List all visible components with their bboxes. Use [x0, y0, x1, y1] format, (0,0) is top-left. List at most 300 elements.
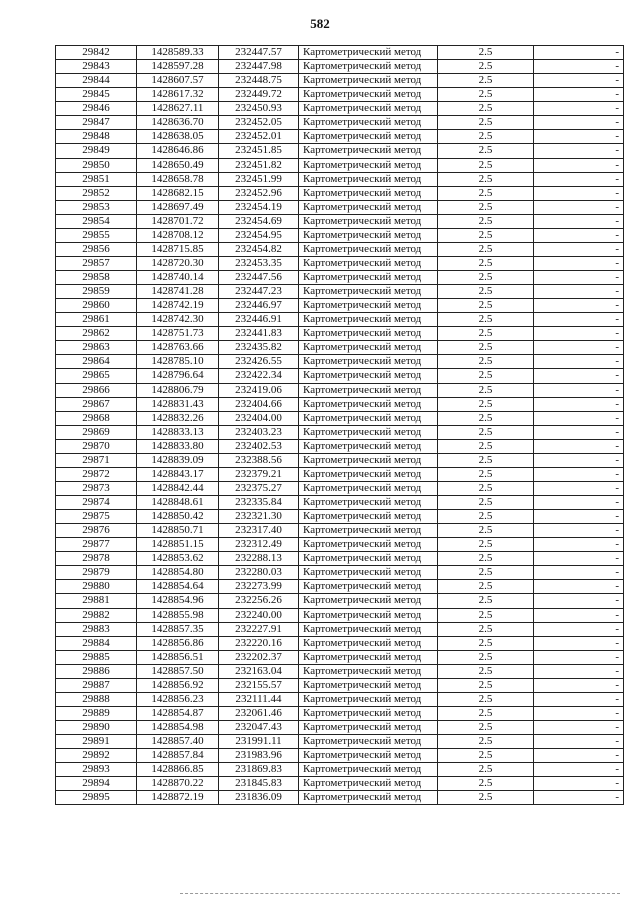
point-number-cell: 29846: [56, 102, 137, 116]
method-cell: Картометрический метод: [299, 622, 438, 636]
point-number-cell: 29890: [56, 721, 137, 735]
method-cell: Картометрический метод: [299, 735, 438, 749]
table-row: [56, 313, 624, 327]
y-coordinate-cell: 232111.44: [219, 692, 299, 706]
point-number-cell: 29881: [56, 594, 137, 608]
accuracy-cell: 2.5: [438, 60, 534, 74]
description-cell: -: [534, 735, 624, 749]
point-number-cell: 29889: [56, 706, 137, 720]
method-cell: Картометрический метод: [299, 538, 438, 552]
method-cell: Картометрический метод: [299, 580, 438, 594]
x-coordinate-cell: 1428856.51: [137, 650, 219, 664]
description-cell: -: [534, 102, 624, 116]
method-cell: Картометрический метод: [299, 228, 438, 242]
method-cell: Картометрический метод: [299, 706, 438, 720]
point-number-cell: 29842: [56, 46, 137, 60]
x-coordinate-cell: 1428831.43: [137, 397, 219, 411]
accuracy-cell: 2.5: [438, 102, 534, 116]
accuracy-cell: 2.5: [438, 678, 534, 692]
accuracy-cell: 2.5: [438, 664, 534, 678]
description-cell: -: [534, 74, 624, 88]
description-cell: -: [534, 341, 624, 355]
x-coordinate-cell: 1428833.80: [137, 439, 219, 453]
x-coordinate-cell: 1428715.85: [137, 242, 219, 256]
point-number-cell: 29879: [56, 566, 137, 580]
point-number-cell: 29870: [56, 439, 137, 453]
accuracy-cell: 2.5: [438, 439, 534, 453]
description-cell: -: [534, 650, 624, 664]
method-cell: Картометрический метод: [299, 777, 438, 791]
y-coordinate-cell: 232047.43: [219, 721, 299, 735]
accuracy-cell: 2.5: [438, 355, 534, 369]
method-cell: Картометрический метод: [299, 481, 438, 495]
accuracy-cell: 2.5: [438, 271, 534, 285]
table-row: [56, 538, 624, 552]
description-cell: -: [534, 214, 624, 228]
description-cell: -: [534, 88, 624, 102]
y-coordinate-cell: 232202.37: [219, 650, 299, 664]
y-coordinate-cell: 232448.75: [219, 74, 299, 88]
table-row: [56, 650, 624, 664]
table-row: [56, 777, 624, 791]
y-coordinate-cell: 232446.91: [219, 313, 299, 327]
method-cell: Картометрический метод: [299, 749, 438, 763]
accuracy-cell: 2.5: [438, 228, 534, 242]
y-coordinate-cell: 232155.57: [219, 678, 299, 692]
description-cell: -: [534, 608, 624, 622]
y-coordinate-cell: 232280.03: [219, 566, 299, 580]
accuracy-cell: 2.5: [438, 46, 534, 60]
method-cell: Картометрический метод: [299, 692, 438, 706]
point-number-cell: 29892: [56, 749, 137, 763]
x-coordinate-cell: 1428597.28: [137, 60, 219, 74]
x-coordinate-cell: 1428866.85: [137, 763, 219, 777]
accuracy-cell: 2.5: [438, 496, 534, 510]
description-cell: -: [534, 749, 624, 763]
description-cell: -: [534, 622, 624, 636]
x-coordinate-cell: 1428854.80: [137, 566, 219, 580]
accuracy-cell: 2.5: [438, 453, 534, 467]
x-coordinate-cell: 1428701.72: [137, 214, 219, 228]
y-coordinate-cell: 232452.05: [219, 116, 299, 130]
table-row: [56, 144, 624, 158]
point-number-cell: 29861: [56, 313, 137, 327]
accuracy-cell: 2.5: [438, 158, 534, 172]
accuracy-cell: 2.5: [438, 130, 534, 144]
y-coordinate-cell: 232446.97: [219, 299, 299, 313]
y-coordinate-cell: 232402.53: [219, 439, 299, 453]
x-coordinate-cell: 1428682.15: [137, 186, 219, 200]
table-row: [56, 411, 624, 425]
y-coordinate-cell: 232379.21: [219, 467, 299, 481]
accuracy-cell: 2.5: [438, 636, 534, 650]
description-cell: -: [534, 524, 624, 538]
description-cell: -: [534, 271, 624, 285]
method-cell: Картометрический метод: [299, 608, 438, 622]
description-cell: -: [534, 130, 624, 144]
description-cell: -: [534, 510, 624, 524]
accuracy-cell: 2.5: [438, 692, 534, 706]
method-cell: Картометрический метод: [299, 524, 438, 538]
method-cell: Картометрический метод: [299, 397, 438, 411]
description-cell: -: [534, 453, 624, 467]
table-row: [56, 271, 624, 285]
method-cell: Картометрический метод: [299, 496, 438, 510]
accuracy-cell: 2.5: [438, 74, 534, 88]
accuracy-cell: 2.5: [438, 116, 534, 130]
method-cell: Картометрический метод: [299, 341, 438, 355]
point-number-cell: 29844: [56, 74, 137, 88]
table-row: [56, 735, 624, 749]
y-coordinate-cell: 232453.35: [219, 256, 299, 270]
point-number-cell: 29862: [56, 327, 137, 341]
description-cell: -: [534, 481, 624, 495]
point-number-cell: 29868: [56, 411, 137, 425]
table-row: [56, 594, 624, 608]
point-number-cell: 29875: [56, 510, 137, 524]
x-coordinate-cell: 1428708.12: [137, 228, 219, 242]
x-coordinate-cell: 1428856.86: [137, 636, 219, 650]
table-row: [56, 355, 624, 369]
point-number-cell: 29854: [56, 214, 137, 228]
x-coordinate-cell: 1428636.70: [137, 116, 219, 130]
description-cell: -: [534, 538, 624, 552]
y-coordinate-cell: 232447.56: [219, 271, 299, 285]
point-number-cell: 29866: [56, 383, 137, 397]
x-coordinate-cell: 1428742.30: [137, 313, 219, 327]
accuracy-cell: 2.5: [438, 735, 534, 749]
method-cell: Картометрический метод: [299, 763, 438, 777]
accuracy-cell: 2.5: [438, 242, 534, 256]
x-coordinate-cell: 1428854.64: [137, 580, 219, 594]
point-number-cell: 29852: [56, 186, 137, 200]
method-cell: Картометрический метод: [299, 242, 438, 256]
x-coordinate-cell: 1428697.49: [137, 200, 219, 214]
table-row: [56, 791, 624, 805]
method-cell: Картометрический метод: [299, 214, 438, 228]
y-coordinate-cell: 232273.99: [219, 580, 299, 594]
x-coordinate-cell: 1428870.22: [137, 777, 219, 791]
point-number-cell: 29865: [56, 369, 137, 383]
table-row: [56, 636, 624, 650]
accuracy-cell: 2.5: [438, 467, 534, 481]
method-cell: Картометрический метод: [299, 467, 438, 481]
description-cell: -: [534, 397, 624, 411]
method-cell: Картометрический метод: [299, 88, 438, 102]
description-cell: -: [534, 60, 624, 74]
table-row: [56, 383, 624, 397]
method-cell: Картометрический метод: [299, 510, 438, 524]
accuracy-cell: 2.5: [438, 622, 534, 636]
y-coordinate-cell: 232404.66: [219, 397, 299, 411]
table-row: [56, 299, 624, 313]
description-cell: -: [534, 552, 624, 566]
description-cell: -: [534, 186, 624, 200]
method-cell: Картометрический метод: [299, 369, 438, 383]
description-cell: -: [534, 594, 624, 608]
point-number-cell: 29877: [56, 538, 137, 552]
description-cell: -: [534, 411, 624, 425]
description-cell: -: [534, 116, 624, 130]
description-cell: -: [534, 439, 624, 453]
y-coordinate-cell: 232227.91: [219, 622, 299, 636]
x-coordinate-cell: 1428854.96: [137, 594, 219, 608]
method-cell: Картометрический метод: [299, 383, 438, 397]
description-cell: -: [534, 383, 624, 397]
table-row: [56, 88, 624, 102]
x-coordinate-cell: 1428872.19: [137, 791, 219, 805]
y-coordinate-cell: 232419.06: [219, 383, 299, 397]
x-coordinate-cell: 1428850.71: [137, 524, 219, 538]
method-cell: Картометрический метод: [299, 439, 438, 453]
accuracy-cell: 2.5: [438, 524, 534, 538]
x-coordinate-cell: 1428842.44: [137, 481, 219, 495]
x-coordinate-cell: 1428785.10: [137, 355, 219, 369]
footer-rule: [180, 893, 620, 894]
method-cell: Картометрический метод: [299, 172, 438, 186]
y-coordinate-cell: 232449.72: [219, 88, 299, 102]
y-coordinate-cell: 231869.83: [219, 763, 299, 777]
method-cell: Картометрический метод: [299, 256, 438, 270]
point-number-cell: 29845: [56, 88, 137, 102]
y-coordinate-cell: 232317.40: [219, 524, 299, 538]
table-row: [56, 496, 624, 510]
point-number-cell: 29873: [56, 481, 137, 495]
table-row: [56, 285, 624, 299]
accuracy-cell: 2.5: [438, 200, 534, 214]
y-coordinate-cell: 232452.01: [219, 130, 299, 144]
method-cell: Картометрический метод: [299, 200, 438, 214]
x-coordinate-cell: 1428850.42: [137, 510, 219, 524]
description-cell: -: [534, 172, 624, 186]
description-cell: -: [534, 355, 624, 369]
description-cell: -: [534, 228, 624, 242]
accuracy-cell: 2.5: [438, 608, 534, 622]
accuracy-cell: 2.5: [438, 650, 534, 664]
x-coordinate-cell: 1428646.86: [137, 144, 219, 158]
accuracy-cell: 2.5: [438, 580, 534, 594]
table-row: [56, 552, 624, 566]
x-coordinate-cell: 1428856.92: [137, 678, 219, 692]
table-row: [56, 200, 624, 214]
y-coordinate-cell: 232435.82: [219, 341, 299, 355]
x-coordinate-cell: 1428742.19: [137, 299, 219, 313]
y-coordinate-cell: 231836.09: [219, 791, 299, 805]
description-cell: -: [534, 200, 624, 214]
method-cell: Картометрический метод: [299, 130, 438, 144]
accuracy-cell: 2.5: [438, 566, 534, 580]
point-number-cell: 29884: [56, 636, 137, 650]
y-coordinate-cell: 232335.84: [219, 496, 299, 510]
table-row: [56, 763, 624, 777]
point-number-cell: 29880: [56, 580, 137, 594]
y-coordinate-cell: 232452.96: [219, 186, 299, 200]
accuracy-cell: 2.5: [438, 299, 534, 313]
description-cell: -: [534, 327, 624, 341]
method-cell: Картометрический метод: [299, 636, 438, 650]
point-number-cell: 29894: [56, 777, 137, 791]
y-coordinate-cell: 232321.30: [219, 510, 299, 524]
description-cell: -: [534, 158, 624, 172]
method-cell: Картометрический метод: [299, 425, 438, 439]
point-number-cell: 29869: [56, 425, 137, 439]
description-cell: -: [534, 242, 624, 256]
x-coordinate-cell: 1428843.17: [137, 467, 219, 481]
point-number-cell: 29882: [56, 608, 137, 622]
table-row: [56, 46, 624, 60]
description-cell: -: [534, 791, 624, 805]
point-number-cell: 29849: [56, 144, 137, 158]
table-row: [56, 706, 624, 720]
accuracy-cell: 2.5: [438, 749, 534, 763]
x-coordinate-cell: 1428658.78: [137, 172, 219, 186]
method-cell: Картометрический метод: [299, 791, 438, 805]
x-coordinate-cell: 1428857.40: [137, 735, 219, 749]
table-row: [56, 580, 624, 594]
accuracy-cell: 2.5: [438, 721, 534, 735]
method-cell: Картометрический метод: [299, 721, 438, 735]
description-cell: -: [534, 299, 624, 313]
point-number-cell: 29858: [56, 271, 137, 285]
x-coordinate-cell: 1428741.28: [137, 285, 219, 299]
table-row: [56, 74, 624, 88]
point-number-cell: 29876: [56, 524, 137, 538]
x-coordinate-cell: 1428853.62: [137, 552, 219, 566]
description-cell: -: [534, 706, 624, 720]
x-coordinate-cell: 1428854.98: [137, 721, 219, 735]
description-cell: -: [534, 566, 624, 580]
y-coordinate-cell: 232454.19: [219, 200, 299, 214]
table-row: [56, 664, 624, 678]
y-coordinate-cell: 232061.46: [219, 706, 299, 720]
accuracy-cell: 2.5: [438, 594, 534, 608]
table-row: [56, 678, 624, 692]
x-coordinate-cell: 1428763.66: [137, 341, 219, 355]
table-row: [56, 481, 624, 495]
description-cell: -: [534, 763, 624, 777]
x-coordinate-cell: 1428617.32: [137, 88, 219, 102]
point-number-cell: 29888: [56, 692, 137, 706]
accuracy-cell: 2.5: [438, 777, 534, 791]
description-cell: -: [534, 285, 624, 299]
y-coordinate-cell: 231983.96: [219, 749, 299, 763]
x-coordinate-cell: 1428833.13: [137, 425, 219, 439]
accuracy-cell: 2.5: [438, 397, 534, 411]
method-cell: Картометрический метод: [299, 186, 438, 200]
y-coordinate-cell: 232403.23: [219, 425, 299, 439]
y-coordinate-cell: 232451.85: [219, 144, 299, 158]
accuracy-cell: 2.5: [438, 425, 534, 439]
y-coordinate-cell: 232312.49: [219, 538, 299, 552]
description-cell: -: [534, 369, 624, 383]
y-coordinate-cell: 232451.99: [219, 172, 299, 186]
point-number-cell: 29874: [56, 496, 137, 510]
x-coordinate-cell: 1428589.33: [137, 46, 219, 60]
table-row: [56, 242, 624, 256]
point-number-cell: 29871: [56, 453, 137, 467]
y-coordinate-cell: 232422.34: [219, 369, 299, 383]
table-row: [56, 721, 624, 735]
table-row: [56, 341, 624, 355]
description-cell: -: [534, 425, 624, 439]
description-cell: -: [534, 496, 624, 510]
y-coordinate-cell: 231991.11: [219, 735, 299, 749]
point-number-cell: 29886: [56, 664, 137, 678]
y-coordinate-cell: 232388.56: [219, 453, 299, 467]
accuracy-cell: 2.5: [438, 706, 534, 720]
table-row: [56, 749, 624, 763]
x-coordinate-cell: 1428856.23: [137, 692, 219, 706]
table-row: [56, 453, 624, 467]
method-cell: Картометрический метод: [299, 299, 438, 313]
table-row: [56, 116, 624, 130]
point-number-cell: 29853: [56, 200, 137, 214]
method-cell: Картометрический метод: [299, 313, 438, 327]
y-coordinate-cell: 232454.95: [219, 228, 299, 242]
method-cell: Картометрический метод: [299, 102, 438, 116]
x-coordinate-cell: 1428720.30: [137, 256, 219, 270]
point-number-cell: 29863: [56, 341, 137, 355]
x-coordinate-cell: 1428839.09: [137, 453, 219, 467]
table-row: [56, 510, 624, 524]
y-coordinate-cell: 232163.04: [219, 664, 299, 678]
description-cell: -: [534, 721, 624, 735]
table-body: [56, 46, 624, 805]
x-coordinate-cell: 1428854.87: [137, 706, 219, 720]
method-cell: Картометрический метод: [299, 60, 438, 74]
table-row: [56, 228, 624, 242]
point-number-cell: 29848: [56, 130, 137, 144]
description-cell: -: [534, 313, 624, 327]
accuracy-cell: 2.5: [438, 186, 534, 200]
accuracy-cell: 2.5: [438, 88, 534, 102]
x-coordinate-cell: 1428857.35: [137, 622, 219, 636]
y-coordinate-cell: 232220.16: [219, 636, 299, 650]
table-row: [56, 186, 624, 200]
x-coordinate-cell: 1428627.11: [137, 102, 219, 116]
y-coordinate-cell: 231845.83: [219, 777, 299, 791]
table-row: [56, 158, 624, 172]
method-cell: Картометрический метод: [299, 327, 438, 341]
y-coordinate-cell: 232447.57: [219, 46, 299, 60]
x-coordinate-cell: 1428857.50: [137, 664, 219, 678]
point-number-cell: 29855: [56, 228, 137, 242]
method-cell: Картометрический метод: [299, 453, 438, 467]
accuracy-cell: 2.5: [438, 383, 534, 397]
method-cell: Картометрический метод: [299, 46, 438, 60]
table-row: [56, 60, 624, 74]
table-row: [56, 214, 624, 228]
accuracy-cell: 2.5: [438, 411, 534, 425]
table-row: [56, 524, 624, 538]
accuracy-cell: 2.5: [438, 256, 534, 270]
accuracy-cell: 2.5: [438, 144, 534, 158]
x-coordinate-cell: 1428806.79: [137, 383, 219, 397]
table-row: [56, 608, 624, 622]
table-row: [56, 439, 624, 453]
description-cell: -: [534, 256, 624, 270]
method-cell: Картометрический метод: [299, 664, 438, 678]
accuracy-cell: 2.5: [438, 538, 534, 552]
accuracy-cell: 2.5: [438, 369, 534, 383]
point-number-cell: 29867: [56, 397, 137, 411]
table-row: [56, 172, 624, 186]
point-number-cell: 29850: [56, 158, 137, 172]
table-row: [56, 692, 624, 706]
method-cell: Картометрический метод: [299, 678, 438, 692]
x-coordinate-cell: 1428751.73: [137, 327, 219, 341]
x-coordinate-cell: 1428857.84: [137, 749, 219, 763]
